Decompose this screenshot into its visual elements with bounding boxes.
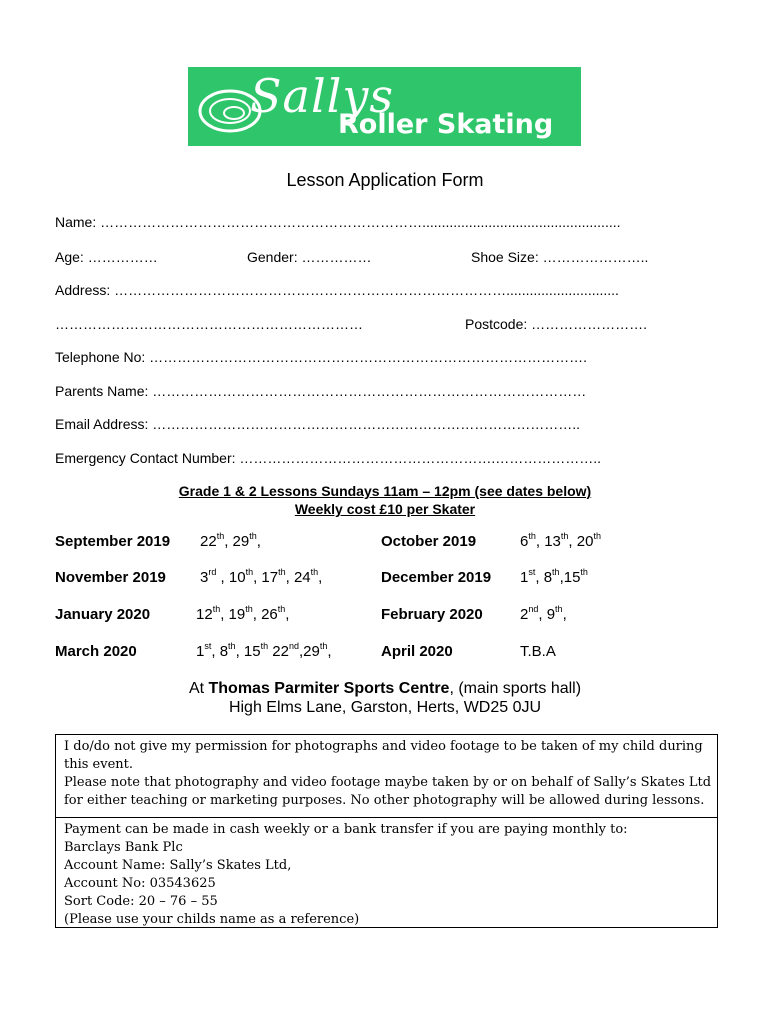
date-day: 26: [261, 606, 278, 623]
lessons-heading-line1: Grade 1 & 2 Lessons Sundays 11am – 12pm (see dates below): [178, 483, 592, 499]
month-dates: 6th, 13th, 20th: [520, 531, 601, 550]
date-ordinal: th: [228, 641, 236, 651]
date-ordinal: rd: [208, 567, 217, 577]
permission-line: Please note that photography and video footage maybe taken by or on behalf of Sally’s Skates Ltd: [64, 775, 712, 790]
name-field[interactable]: Name: ……………………………………………………………...................................................: [55, 214, 621, 230]
venue-name: Thomas Parmiter Sports Centre: [208, 680, 450, 697]
address-line2-field[interactable]: …………………………………………………………: [55, 316, 363, 332]
date-ordinal: st: [528, 567, 536, 577]
date-ordinal: st: [204, 641, 212, 651]
telephone-field[interactable]: Telephone No: ………………………………………………………………………………….: [55, 349, 588, 365]
age-field[interactable]: Age: ……………: [55, 249, 158, 265]
postcode-field[interactable]: Postcode: …………………….: [465, 316, 648, 332]
venue-prefix: At: [188, 680, 209, 697]
date-ordinal: th: [555, 604, 563, 614]
month-dates: 1st, 8th, 15th 22nd,29th,: [196, 641, 332, 660]
date-day: 19: [228, 606, 246, 623]
date-day: 29: [232, 533, 250, 550]
date-day: 22: [272, 643, 289, 660]
date-day: 12: [196, 606, 213, 623]
payment-line: Account No: 03543625: [64, 876, 216, 891]
date-day: 22: [200, 533, 217, 550]
payment-line: Barclays Bank Plc: [64, 840, 183, 855]
month-label: February 2020: [381, 606, 483, 623]
date-ordinal: nd: [288, 641, 299, 651]
venue-info: [0, 679, 770, 717]
parents-name-field[interactable]: Parents Name: …………………………………………………………………………………: [55, 383, 587, 399]
date-ordinal: th: [593, 531, 601, 541]
venue-address: High Elms Lane, Garston, Herts, WD25 0JU: [228, 699, 542, 716]
date-day: 9: [546, 606, 556, 623]
permission-line: for either teaching or marketing purposes. No other photography will be allowed during lessons.: [64, 793, 705, 808]
date-ordinal: nd: [528, 604, 539, 614]
date-day: 20: [576, 533, 594, 550]
month-dates: 1st, 8th,15th: [520, 567, 588, 586]
month-label: November 2019: [55, 569, 166, 586]
shoe-size-field[interactable]: Shoe Size: …………………..: [471, 249, 649, 265]
address-field[interactable]: Address: ………………………………………………………………………….............................: [55, 282, 619, 298]
date-day: 1: [520, 569, 529, 586]
emergency-contact-field[interactable]: Emergency Contact Number: ……………………………………………….…………………..: [55, 450, 602, 466]
payment-line: Sort Code: 20 – 76 – 55: [64, 894, 218, 909]
date-ordinal: th: [260, 641, 269, 651]
permission-box: [55, 734, 718, 818]
date-ordinal: th: [249, 531, 257, 541]
date-ordinal: th: [245, 604, 253, 614]
month-label: October 2019: [381, 533, 477, 550]
date-day: 1: [196, 643, 205, 660]
permission-line: this event.: [64, 757, 134, 772]
month-dates-tba: T.B.A: [520, 643, 556, 660]
date-day: 3: [200, 569, 209, 586]
month-dates: 22th, 29th,: [200, 531, 261, 550]
month-label: April 2020: [381, 643, 453, 660]
month-dates: 3rd , 10th, 17th, 24th,: [200, 567, 323, 586]
logo-script-text: Sallys: [250, 69, 394, 123]
payment-box: [55, 817, 718, 928]
date-ordinal: th: [277, 604, 286, 614]
date-day: 29: [303, 643, 320, 660]
date-ordinal: th: [245, 567, 254, 577]
date-ordinal: th: [528, 531, 536, 541]
date-ordinal: th: [278, 567, 286, 577]
date-ordinal: th: [552, 567, 560, 577]
month-dates: 2nd, 9th,: [520, 604, 567, 623]
date-day: 15: [563, 569, 581, 586]
date-ordinal: th: [319, 641, 328, 651]
date-ordinal: th: [212, 604, 221, 614]
date-ordinal: th: [580, 567, 588, 577]
gender-field[interactable]: Gender: ……………: [247, 249, 372, 265]
month-label: December 2019: [381, 569, 492, 586]
permission-line: I do/do not give my permission for photographs and video footage to be taken of my child during: [64, 739, 703, 754]
date-day: 8: [219, 643, 229, 660]
sallys-logo: [188, 67, 581, 146]
payment-line: Payment can be made in cash weekly or a bank transfer if you are paying monthly to:: [64, 822, 628, 837]
date-ordinal: th: [216, 531, 225, 541]
date-day: 10: [228, 569, 246, 586]
month-label: September 2019: [55, 533, 171, 550]
venue-suffix: , (main sports hall): [449, 680, 582, 697]
date-day: 13: [544, 533, 561, 550]
logo-main-text: Roller Skating: [338, 109, 554, 140]
lessons-heading-line2: Weekly cost £10 per Skater: [294, 501, 476, 517]
month-label: January 2020: [55, 606, 151, 623]
month-dates: 12th, 19th, 26th,: [196, 604, 290, 623]
date-ordinal: th: [560, 531, 569, 541]
date-day: 2: [520, 606, 529, 623]
payment-line: (Please use your childs name as a reference): [64, 912, 360, 927]
date-day: 15: [243, 643, 261, 660]
form-title: Lesson Application Form: [286, 170, 484, 190]
date-day: 24: [293, 569, 311, 586]
date-day: 6: [520, 533, 529, 550]
email-field[interactable]: Email Address: ………………………………………………………………………………..: [55, 416, 581, 432]
month-label: March 2020: [55, 643, 137, 660]
date-day: 17: [261, 569, 279, 586]
date-day: 8: [543, 569, 553, 586]
lessons-heading: [0, 482, 770, 518]
date-ordinal: th: [310, 567, 319, 577]
payment-line: Account Name: Sally’s Skates Ltd,: [64, 858, 292, 873]
